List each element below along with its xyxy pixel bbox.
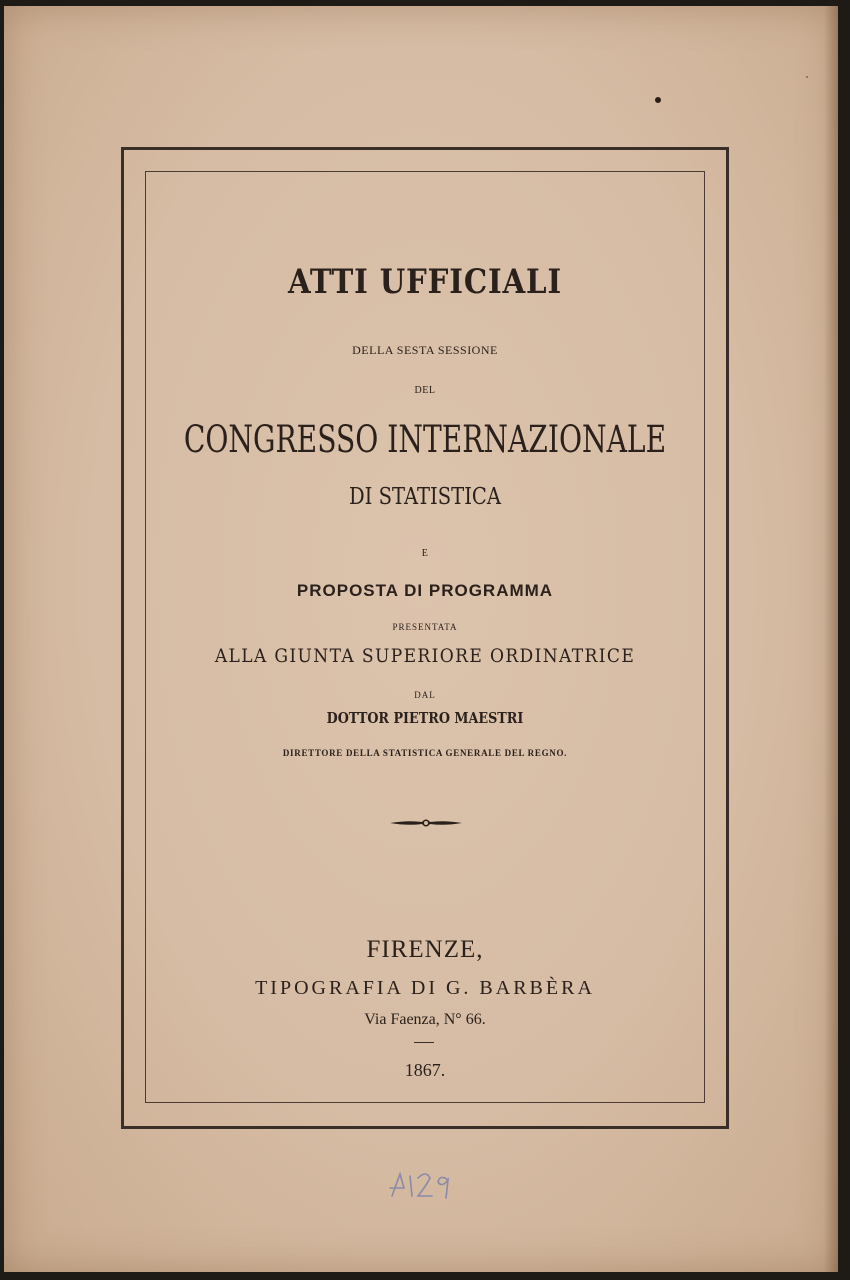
author-name: DOTTOR PIETRO MAESTRI <box>326 709 524 727</box>
presented-line: PRESENTATA <box>392 622 458 632</box>
handwritten-pencil-mark <box>386 1166 458 1202</box>
page-edge-shadow <box>824 6 838 1272</box>
recipient-line: ALLA GIUNTA SUPERIORE ORDINATRICE <box>214 645 636 667</box>
conjunction-line: E <box>421 548 429 559</box>
congress-subtitle: DI STATISTICA <box>348 484 502 510</box>
imprint-year: 1867. <box>404 1060 446 1080</box>
imprint-address: Via Faenza, N° 66. <box>364 1011 486 1028</box>
proposal-title: PROPOSTA DI PROGRAMMA <box>296 581 554 600</box>
main-title: ATTI UFFICIALI <box>287 262 563 302</box>
congress-title: CONGRESSO INTERNAZIONALE <box>183 418 667 461</box>
del-line: DEL <box>414 385 436 396</box>
imprint-city: FIRENZE, <box>366 936 484 963</box>
ornament-divider-icon <box>388 816 464 830</box>
ink-speck <box>806 76 808 78</box>
ink-speck <box>655 97 661 103</box>
imprint-printer: TIPOGRAFIA DI G. BARBÈRA <box>255 977 595 999</box>
by-line: DAL <box>414 690 436 700</box>
short-rule <box>414 1042 434 1043</box>
author-role: DIRETTORE DELLA STATISTICA GENERALE DEL REGNO. <box>282 748 568 758</box>
session-line: DELLA SESTA SESSIONE <box>352 343 498 357</box>
